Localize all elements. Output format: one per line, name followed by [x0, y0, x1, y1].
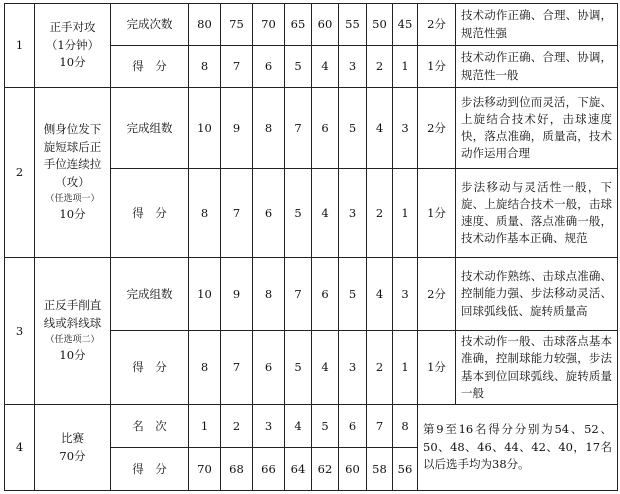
value-cell: 5 — [339, 88, 367, 169]
technique-points: 2分 — [418, 88, 456, 169]
item-cell — [35, 4, 111, 88]
score-cell: 62 — [312, 448, 339, 491]
value-cell: 3 — [393, 258, 418, 331]
score-cell: 7 — [221, 331, 253, 405]
row-number: 1 — [5, 4, 35, 88]
item-subtitle: （1分钟） — [45, 37, 100, 52]
value-cell: 3 — [393, 88, 418, 169]
metric-label: 得 分 — [111, 331, 189, 405]
value-cell: 60 — [312, 4, 339, 46]
technique-description: 步法移动与灵活性一般，下旋、上旋结合技术一般，击球速度、质量、落点准确一般，技术动作基本正确、规范 — [456, 169, 618, 258]
value-cell: 10 — [189, 258, 221, 331]
score-cell: 8 — [189, 169, 221, 258]
rank-cell: 2 — [221, 405, 253, 448]
item-cell — [35, 258, 111, 405]
score-cell: 3 — [339, 46, 367, 88]
value-cell: 8 — [253, 258, 285, 331]
technique-points: 2分 — [418, 4, 456, 46]
score-cell: 56 — [393, 448, 418, 491]
metric-label: 完成组数 — [111, 88, 189, 169]
item-score: 10分 — [59, 55, 86, 70]
score-cell: 5 — [285, 46, 312, 88]
rank-cell: 8 — [393, 405, 418, 448]
value-cell: 80 — [189, 4, 221, 46]
value-cell: 65 — [285, 4, 312, 46]
row-number: 3 — [5, 258, 35, 405]
score-cell: 3 — [339, 169, 367, 258]
rank-cell: 6 — [339, 405, 367, 448]
ranking-note: 第9至16名得分分别为54、52、50、48、46、44、42、40，17名以后选手均为38分。 — [418, 405, 618, 491]
value-cell: 45 — [393, 4, 418, 46]
value-cell: 55 — [339, 4, 367, 46]
value-cell: 75 — [221, 4, 253, 46]
table-row — [5, 258, 618, 331]
item-name: 侧身位发下旋短球后正手位连续拉（攻） — [43, 121, 102, 190]
rank-cell: 3 — [253, 405, 285, 448]
rank-cell: 5 — [312, 405, 339, 448]
value-cell: 70 — [253, 4, 285, 46]
technique-description: 技术动作一般、击球落点基本准确，控制球能力较强，步法基本到位回球弧线、旋转质量一般 — [456, 331, 618, 405]
item-cell — [35, 88, 111, 258]
score-cell: 7 — [221, 46, 253, 88]
rank-cell: 7 — [367, 405, 393, 448]
metric-label: 得 分 — [111, 169, 189, 258]
technique-description: 步法移动到位而灵活，下旋、上旋结合技术好，击球速度快，落点准确，质量高，技术动作运用合理 — [456, 88, 618, 169]
score-cell: 8 — [189, 331, 221, 405]
value-cell: 10 — [189, 88, 221, 169]
item-score: 70分 — [59, 448, 86, 463]
score-cell: 5 — [285, 169, 312, 258]
value-cell: 9 — [221, 88, 253, 169]
scoring-table — [4, 3, 618, 491]
value-cell: 5 — [339, 258, 367, 331]
row-number: 2 — [5, 88, 35, 258]
metric-label: 完成次数 — [111, 4, 189, 46]
rank-cell: 1 — [189, 405, 221, 448]
value-cell: 7 — [285, 258, 312, 331]
score-cell: 60 — [339, 448, 367, 491]
score-cell: 4 — [312, 331, 339, 405]
score-cell: 1 — [393, 46, 418, 88]
value-cell: 4 — [367, 88, 393, 169]
score-cell: 7 — [221, 169, 253, 258]
score-cell: 70 — [189, 448, 221, 491]
table-row — [5, 4, 618, 46]
technique-points: 2分 — [418, 258, 456, 331]
technique-points: 1分 — [418, 46, 456, 88]
metric-label: 名 次 — [111, 405, 189, 448]
technique-points: 1分 — [418, 169, 456, 258]
row-number: 4 — [5, 405, 35, 491]
score-cell: 58 — [367, 448, 393, 491]
metric-label: 完成组数 — [111, 258, 189, 331]
item-cell — [35, 405, 111, 491]
item-score: 10分 — [59, 207, 86, 222]
technique-description: 技术动作熟练、击球点准确、控制能力强、步法移动灵活、回球弧线低、旋转质量高 — [456, 258, 618, 331]
item-note: （任选项一） — [45, 194, 100, 205]
item-name: 正反手削直线或斜线球 — [43, 298, 102, 330]
score-cell: 6 — [253, 169, 285, 258]
item-note: （任选项二） — [45, 334, 100, 345]
score-cell: 3 — [339, 331, 367, 405]
score-cell: 66 — [253, 448, 285, 491]
table-row — [5, 405, 618, 448]
value-cell: 6 — [312, 88, 339, 169]
score-cell: 2 — [367, 169, 393, 258]
item-name: 正手对攻 — [49, 19, 96, 34]
score-cell: 68 — [221, 448, 253, 491]
technique-points: 1分 — [418, 331, 456, 405]
score-cell: 1 — [393, 331, 418, 405]
score-cell: 2 — [367, 331, 393, 405]
score-cell: 2 — [367, 46, 393, 88]
rank-cell: 4 — [285, 405, 312, 448]
score-cell: 64 — [285, 448, 312, 491]
metric-label: 得 分 — [111, 46, 189, 88]
value-cell: 7 — [285, 88, 312, 169]
score-cell: 8 — [189, 46, 221, 88]
score-cell: 4 — [312, 169, 339, 258]
value-cell: 6 — [312, 258, 339, 331]
score-cell: 1 — [393, 169, 418, 258]
value-cell: 8 — [253, 88, 285, 169]
score-cell: 6 — [253, 331, 285, 405]
technique-description: 技术动作正确、合理、协调，规范性强 — [456, 4, 618, 46]
score-cell: 5 — [285, 331, 312, 405]
score-cell: 4 — [312, 46, 339, 88]
value-cell: 9 — [221, 258, 253, 331]
value-cell: 50 — [367, 4, 393, 46]
value-cell: 4 — [367, 258, 393, 331]
score-cell: 6 — [253, 46, 285, 88]
item-score: 10分 — [59, 348, 86, 363]
item-name: 比赛 — [61, 430, 84, 445]
technique-description: 技术动作正确、合理、协调，规范性一般 — [456, 46, 618, 88]
table-row — [5, 88, 618, 169]
metric-label: 得 分 — [111, 448, 189, 491]
